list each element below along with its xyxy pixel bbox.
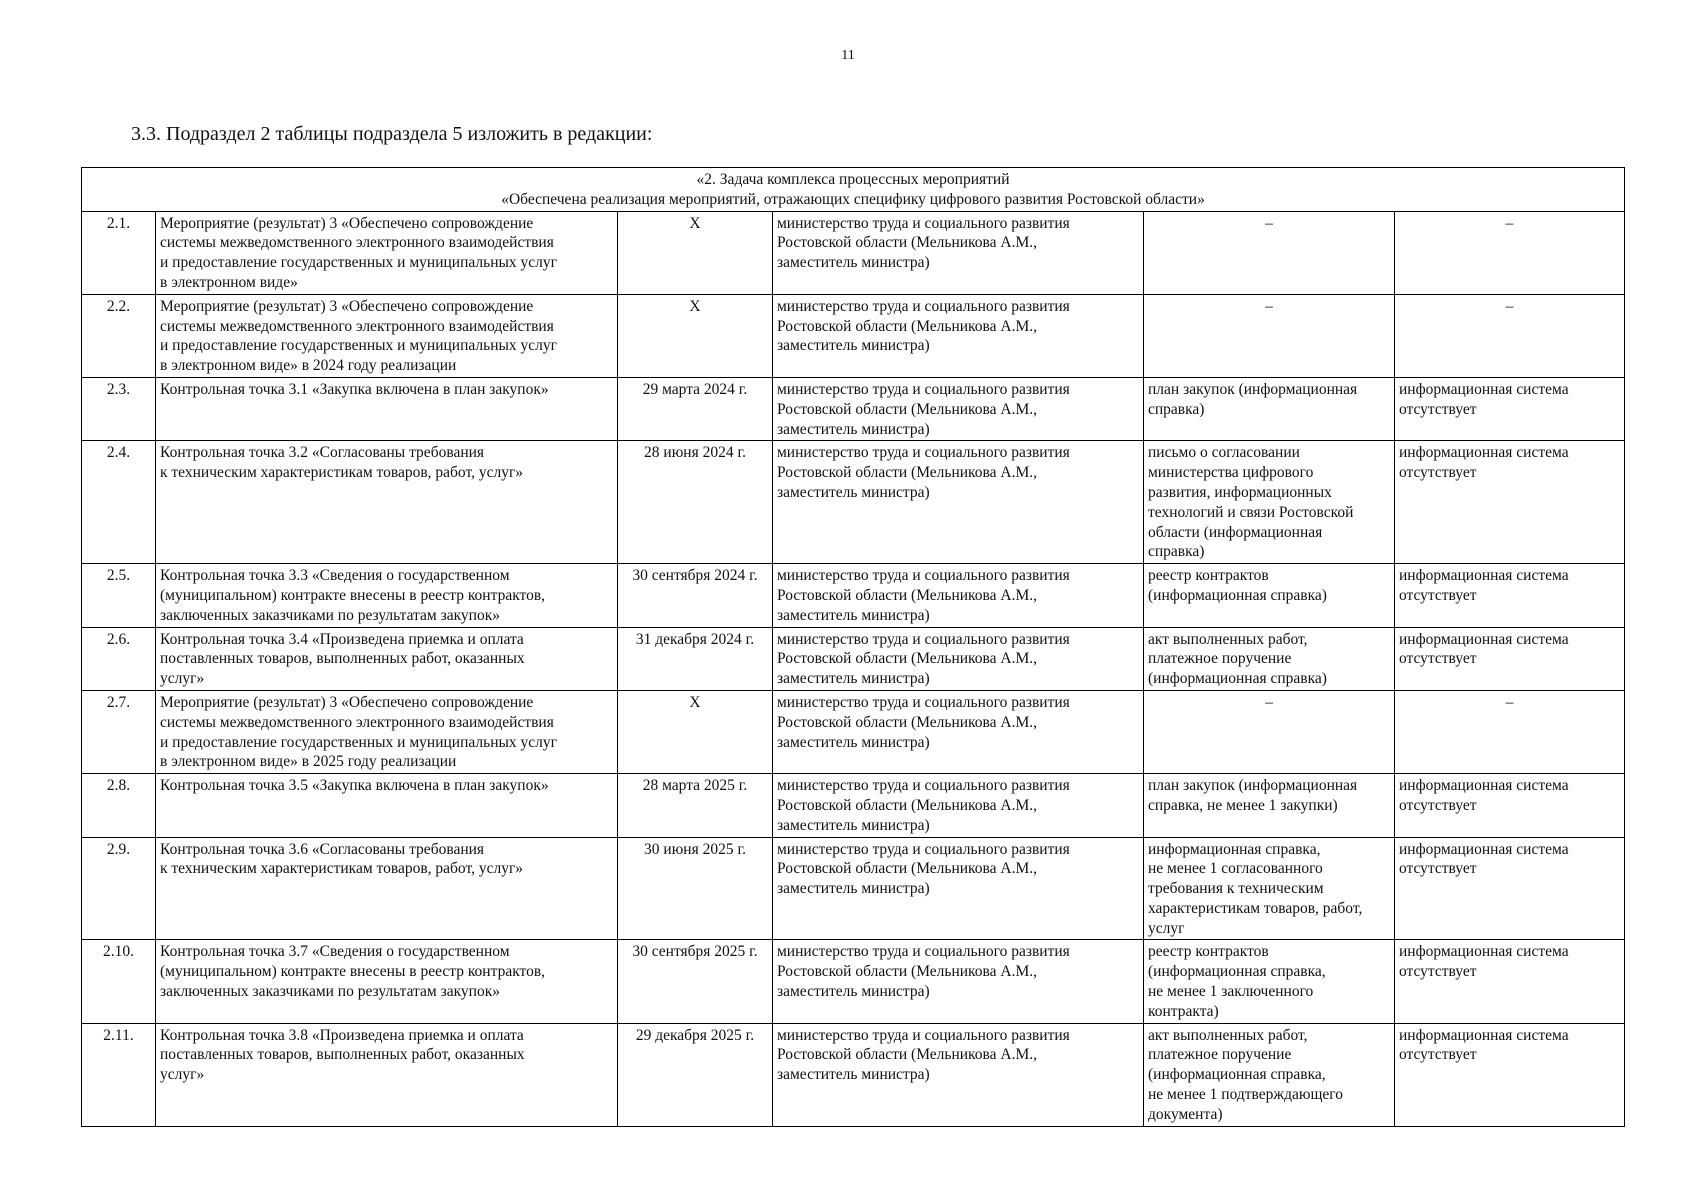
cell-line: – [1265, 214, 1273, 232]
document-cell [1144, 940, 1395, 1023]
cell-line: системы межведомственного электронного взаимодействия [160, 713, 554, 731]
info-system-cell [1395, 774, 1625, 837]
cell-line: министерство труда и социального развития [777, 444, 1070, 462]
cell-line: Ростовской области (Мельникова А.М., [777, 317, 1038, 335]
cell-line: заместитель министра) [777, 483, 930, 501]
info-system-cell [1395, 837, 1625, 940]
event-name-cell [156, 837, 618, 940]
intro-paragraph: 3.3. Подраздел 2 таблицы подраздела 5 изложить в редакции: [131, 123, 653, 145]
cell-line: Ростовской области (Мельникова А.М., [777, 586, 1038, 604]
page-number: 11 [841, 48, 855, 63]
cell-line: Контрольная точка 3.2 «Согласованы требования [160, 444, 485, 462]
info-system-cell [1395, 377, 1625, 440]
cell-line: (информационная справка, [1148, 963, 1326, 981]
cell-line: заместитель министра) [777, 420, 930, 438]
info-system-cell [1395, 627, 1625, 690]
cell-line: информационная справка, [1148, 840, 1321, 858]
cell-line: платежное поручение [1148, 650, 1292, 668]
cell-line: министерство труда и социального развития [777, 567, 1070, 585]
cell-line: министерство труда и социального развития [777, 297, 1070, 315]
row-number-cell: 2.10. [82, 940, 156, 1023]
responsible-cell [773, 627, 1144, 690]
cell-line: справка) [1148, 543, 1205, 561]
document-cell [1144, 837, 1395, 940]
cell-line: – [1505, 693, 1514, 711]
cell-line: (информационная справка, [1148, 1066, 1326, 1084]
info-system-cell [1395, 441, 1625, 564]
cell-line: Ростовской области (Мельникова А.М., [777, 963, 1038, 981]
cell-line: план закупок (информационная [1148, 380, 1358, 398]
info-system-cell [1395, 564, 1625, 627]
cell-line: Ростовской области (Мельникова А.М., [777, 234, 1038, 252]
document-cell [1144, 211, 1395, 294]
cell-line: заместитель министра) [777, 983, 930, 1001]
cell-line: информационная система [1399, 1026, 1569, 1044]
cell-line: Мероприятие (результат) 3 «Обеспечено сопровождение [160, 693, 534, 711]
section-header-line-1: «2. Задача комплекса процессных мероприятий [696, 171, 1010, 188]
row-number-cell: 2.1. [82, 211, 156, 294]
deadline-cell: Х [618, 294, 773, 377]
cell-line: заместитель министра) [777, 254, 930, 272]
cell-line: министерство труда и социального развития [777, 840, 1070, 858]
cell-line: (информационная справка) [1148, 670, 1327, 688]
cell-line: и предоставление государственных и муниципальных услуг [160, 254, 557, 272]
table-row [82, 377, 1625, 440]
cell-line: Ростовской области (Мельникова А.М., [777, 650, 1038, 668]
cell-line: акт выполненных работ, [1148, 630, 1308, 648]
cell-line: заключенных заказчиками по результатам закупок» [160, 983, 500, 1001]
table-row [82, 627, 1625, 690]
cell-line: министерство труда и социального развития [777, 1026, 1070, 1044]
responsible-cell [773, 940, 1144, 1023]
cell-line: министерство труда и социального развития [777, 630, 1070, 648]
cell-line: Ростовской области (Мельникова А.М., [777, 400, 1038, 418]
cell-line: Ростовской области (Мельникова А.М., [777, 1046, 1038, 1064]
cell-line: министерства цифрового [1148, 464, 1314, 482]
cell-line: справка, не менее 1 закупки) [1148, 796, 1338, 814]
cell-line: отсутствует [1399, 860, 1477, 878]
document-cell [1144, 294, 1395, 377]
cell-line: в электронном виде» [160, 273, 298, 291]
cell-line: области (информационная [1148, 523, 1323, 541]
cell-line: план закупок (информационная [1148, 777, 1358, 795]
cell-line: отсутствует [1399, 400, 1477, 418]
info-system-cell [1395, 1023, 1625, 1126]
deadline-cell: 30 сентября 2025 г. [618, 940, 773, 1023]
row-number-cell: 2.3. [82, 377, 156, 440]
cell-line: (муниципальном) контракте внесены в реестр контрактов, [160, 963, 546, 981]
cell-line: к техническим характеристикам товаров, работ, услуг» [160, 464, 524, 482]
row-number-cell: 2.7. [82, 690, 156, 773]
cell-line: отсутствует [1399, 963, 1477, 981]
deadline-cell: 28 июня 2024 г. [618, 441, 773, 564]
cell-line: Ростовской области (Мельникова А.М., [777, 796, 1038, 814]
cell-line: – [1505, 214, 1514, 232]
cell-line: отсутствует [1399, 1046, 1477, 1064]
row-number-cell: 2.5. [82, 564, 156, 627]
event-name-cell [156, 377, 618, 440]
responsible-cell [773, 211, 1144, 294]
deadline-cell: 28 марта 2025 г. [618, 774, 773, 837]
cell-line: информационная система [1399, 630, 1569, 648]
row-number-cell: 2.9. [82, 837, 156, 940]
cell-line: министерство труда и социального развития [777, 214, 1070, 232]
event-name-cell [156, 690, 618, 773]
cell-line: отсутствует [1399, 796, 1477, 814]
cell-line: системы межведомственного электронного взаимодействия [160, 317, 554, 335]
document-cell [1144, 627, 1395, 690]
cell-line: услуг» [160, 1066, 205, 1084]
task-table-body [82, 168, 1625, 1127]
info-system-cell [1395, 294, 1625, 377]
document-cell [1144, 690, 1395, 773]
cell-line: в электронном виде» в 2025 году реализации [160, 753, 457, 771]
cell-line: и предоставление государственных и муниципальных услуг [160, 733, 557, 751]
table-row [82, 837, 1625, 940]
cell-line: Мероприятие (результат) 3 «Обеспечено сопровождение [160, 297, 534, 315]
cell-line: Ростовской области (Мельникова А.М., [777, 860, 1038, 878]
cell-line: отсутствует [1399, 464, 1477, 482]
cell-line: (информационная справка) [1148, 586, 1327, 604]
cell-line: технологий и связи Ростовской [1148, 503, 1354, 521]
table-row [82, 211, 1625, 294]
table-section-header [82, 168, 1625, 212]
cell-line: Контрольная точка 3.6 «Согласованы требования [160, 840, 485, 858]
cell-line: услуг [1148, 919, 1185, 937]
cell-line: реестр контрактов [1148, 943, 1269, 961]
deadline-cell: Х [618, 211, 773, 294]
event-name-cell [156, 627, 618, 690]
task-table [81, 167, 1625, 1127]
event-name-cell [156, 1023, 618, 1126]
cell-line: Контрольная точка 3.1 «Закупка включена в план закупок» [160, 380, 549, 398]
cell-line: не менее 1 подтверждающего [1148, 1086, 1343, 1104]
cell-line: отсутствует [1399, 650, 1477, 668]
cell-line: Контрольная точка 3.5 «Закупка включена в план закупок» [160, 777, 549, 795]
cell-line: Мероприятие (результат) 3 «Обеспечено сопровождение [160, 214, 534, 232]
cell-line: документа) [1148, 1105, 1223, 1123]
row-number-cell: 2.8. [82, 774, 156, 837]
responsible-cell [773, 774, 1144, 837]
cell-line: министерство труда и социального развития [777, 943, 1070, 961]
event-name-cell [156, 441, 618, 564]
responsible-cell [773, 377, 1144, 440]
responsible-cell [773, 1023, 1144, 1126]
cell-line: Контрольная точка 3.4 «Произведена приемка и оплата [160, 630, 524, 648]
cell-line: контракта) [1148, 1002, 1219, 1020]
row-number-cell: 2.2. [82, 294, 156, 377]
cell-line: поставленных товаров, выполненных работ, оказанных [160, 650, 525, 668]
table-header-row [82, 168, 1625, 212]
cell-line: – [1265, 693, 1273, 711]
cell-line: заместитель министра) [777, 337, 930, 355]
table-row [82, 940, 1625, 1023]
cell-line: Контрольная точка 3.3 «Сведения о государственном [160, 567, 510, 585]
cell-line: заместитель министра) [777, 606, 930, 624]
cell-line: акт выполненных работ, [1148, 1026, 1308, 1044]
cell-line: системы межведомственного электронного взаимодействия [160, 234, 554, 252]
document-cell [1144, 441, 1395, 564]
cell-line: платежное поручение [1148, 1046, 1292, 1064]
cell-line: не менее 1 заключенного [1148, 983, 1314, 1001]
table-row [82, 294, 1625, 377]
deadline-cell: 30 сентября 2024 г. [618, 564, 773, 627]
table-row [82, 774, 1625, 837]
row-number-cell: 2.11. [82, 1023, 156, 1126]
document-cell [1144, 774, 1395, 837]
table-row [82, 1023, 1625, 1126]
cell-line: реестр контрактов [1148, 567, 1269, 585]
responsible-cell [773, 837, 1144, 940]
deadline-cell: 29 декабря 2025 г. [618, 1023, 773, 1126]
cell-line: информационная система [1399, 567, 1569, 585]
document-cell [1144, 564, 1395, 627]
table-row [82, 690, 1625, 773]
deadline-cell: 30 июня 2025 г. [618, 837, 773, 940]
cell-line: Контрольная точка 3.8 «Произведена приемка и оплата [160, 1026, 524, 1044]
cell-line: министерство труда и социального развития [777, 777, 1070, 795]
info-system-cell [1395, 940, 1625, 1023]
cell-line: к техническим характеристикам товаров, работ, услуг» [160, 860, 524, 878]
responsible-cell [773, 690, 1144, 773]
responsible-cell [773, 441, 1144, 564]
info-system-cell [1395, 211, 1625, 294]
deadline-cell: 29 марта 2024 г. [618, 377, 773, 440]
document-cell [1144, 1023, 1395, 1126]
cell-line: характеристикам товаров, работ, [1148, 899, 1363, 917]
cell-line: Ростовской области (Мельникова А.М., [777, 464, 1038, 482]
cell-line: информационная система [1399, 840, 1569, 858]
cell-line: справка) [1148, 400, 1205, 418]
cell-line: заместитель министра) [777, 816, 930, 834]
cell-line: письмо о согласовании [1148, 444, 1300, 462]
cell-line: информационная система [1399, 380, 1569, 398]
event-name-cell [156, 940, 618, 1023]
table-row [82, 441, 1625, 564]
responsible-cell [773, 294, 1144, 377]
cell-line: в электронном виде» в 2024 году реализации [160, 357, 457, 375]
cell-line: информационная система [1399, 943, 1569, 961]
cell-line: – [1265, 297, 1273, 315]
event-name-cell [156, 294, 618, 377]
cell-line: заместитель министра) [777, 670, 930, 688]
table-row [82, 564, 1625, 627]
event-name-cell [156, 564, 618, 627]
cell-line: информационная система [1399, 777, 1569, 795]
section-header-line-2: «Обеспечена реализация мероприятий, отражающих специфику цифрового развития Ростовской области» [501, 190, 1205, 208]
cell-line: не менее 1 согласованного [1148, 860, 1323, 878]
cell-line: развития, информационных [1148, 483, 1332, 501]
cell-line: Контрольная точка 3.7 «Сведения о государственном [160, 943, 510, 961]
cell-line: заместитель министра) [777, 1066, 930, 1084]
cell-line: заместитель министра) [777, 733, 930, 751]
cell-line: Ростовской области (Мельникова А.М., [777, 713, 1038, 731]
event-name-cell [156, 774, 618, 837]
cell-line: отсутствует [1399, 586, 1477, 604]
row-number-cell: 2.4. [82, 441, 156, 564]
event-name-cell [156, 211, 618, 294]
responsible-cell [773, 564, 1144, 627]
deadline-cell: 31 декабря 2024 г. [618, 627, 773, 690]
cell-line: министерство труда и социального развития [777, 380, 1070, 398]
deadline-cell: Х [618, 690, 773, 773]
cell-line: информационная система [1399, 444, 1569, 462]
info-system-cell [1395, 690, 1625, 773]
cell-line: – [1505, 297, 1514, 315]
row-number-cell: 2.6. [82, 627, 156, 690]
cell-line: поставленных товаров, выполненных работ, оказанных [160, 1046, 525, 1064]
cell-line: (муниципальном) контракте внесены в реестр контрактов, [160, 586, 546, 604]
document-cell [1144, 377, 1395, 440]
cell-line: и предоставление государственных и муниципальных услуг [160, 337, 557, 355]
cell-line: заместитель министра) [777, 880, 930, 898]
cell-line: услуг» [160, 670, 205, 688]
cell-line: требования к техническим [1148, 880, 1324, 898]
cell-line: заключенных заказчиками по результатам закупок» [160, 606, 500, 624]
cell-line: министерство труда и социального развития [777, 693, 1070, 711]
